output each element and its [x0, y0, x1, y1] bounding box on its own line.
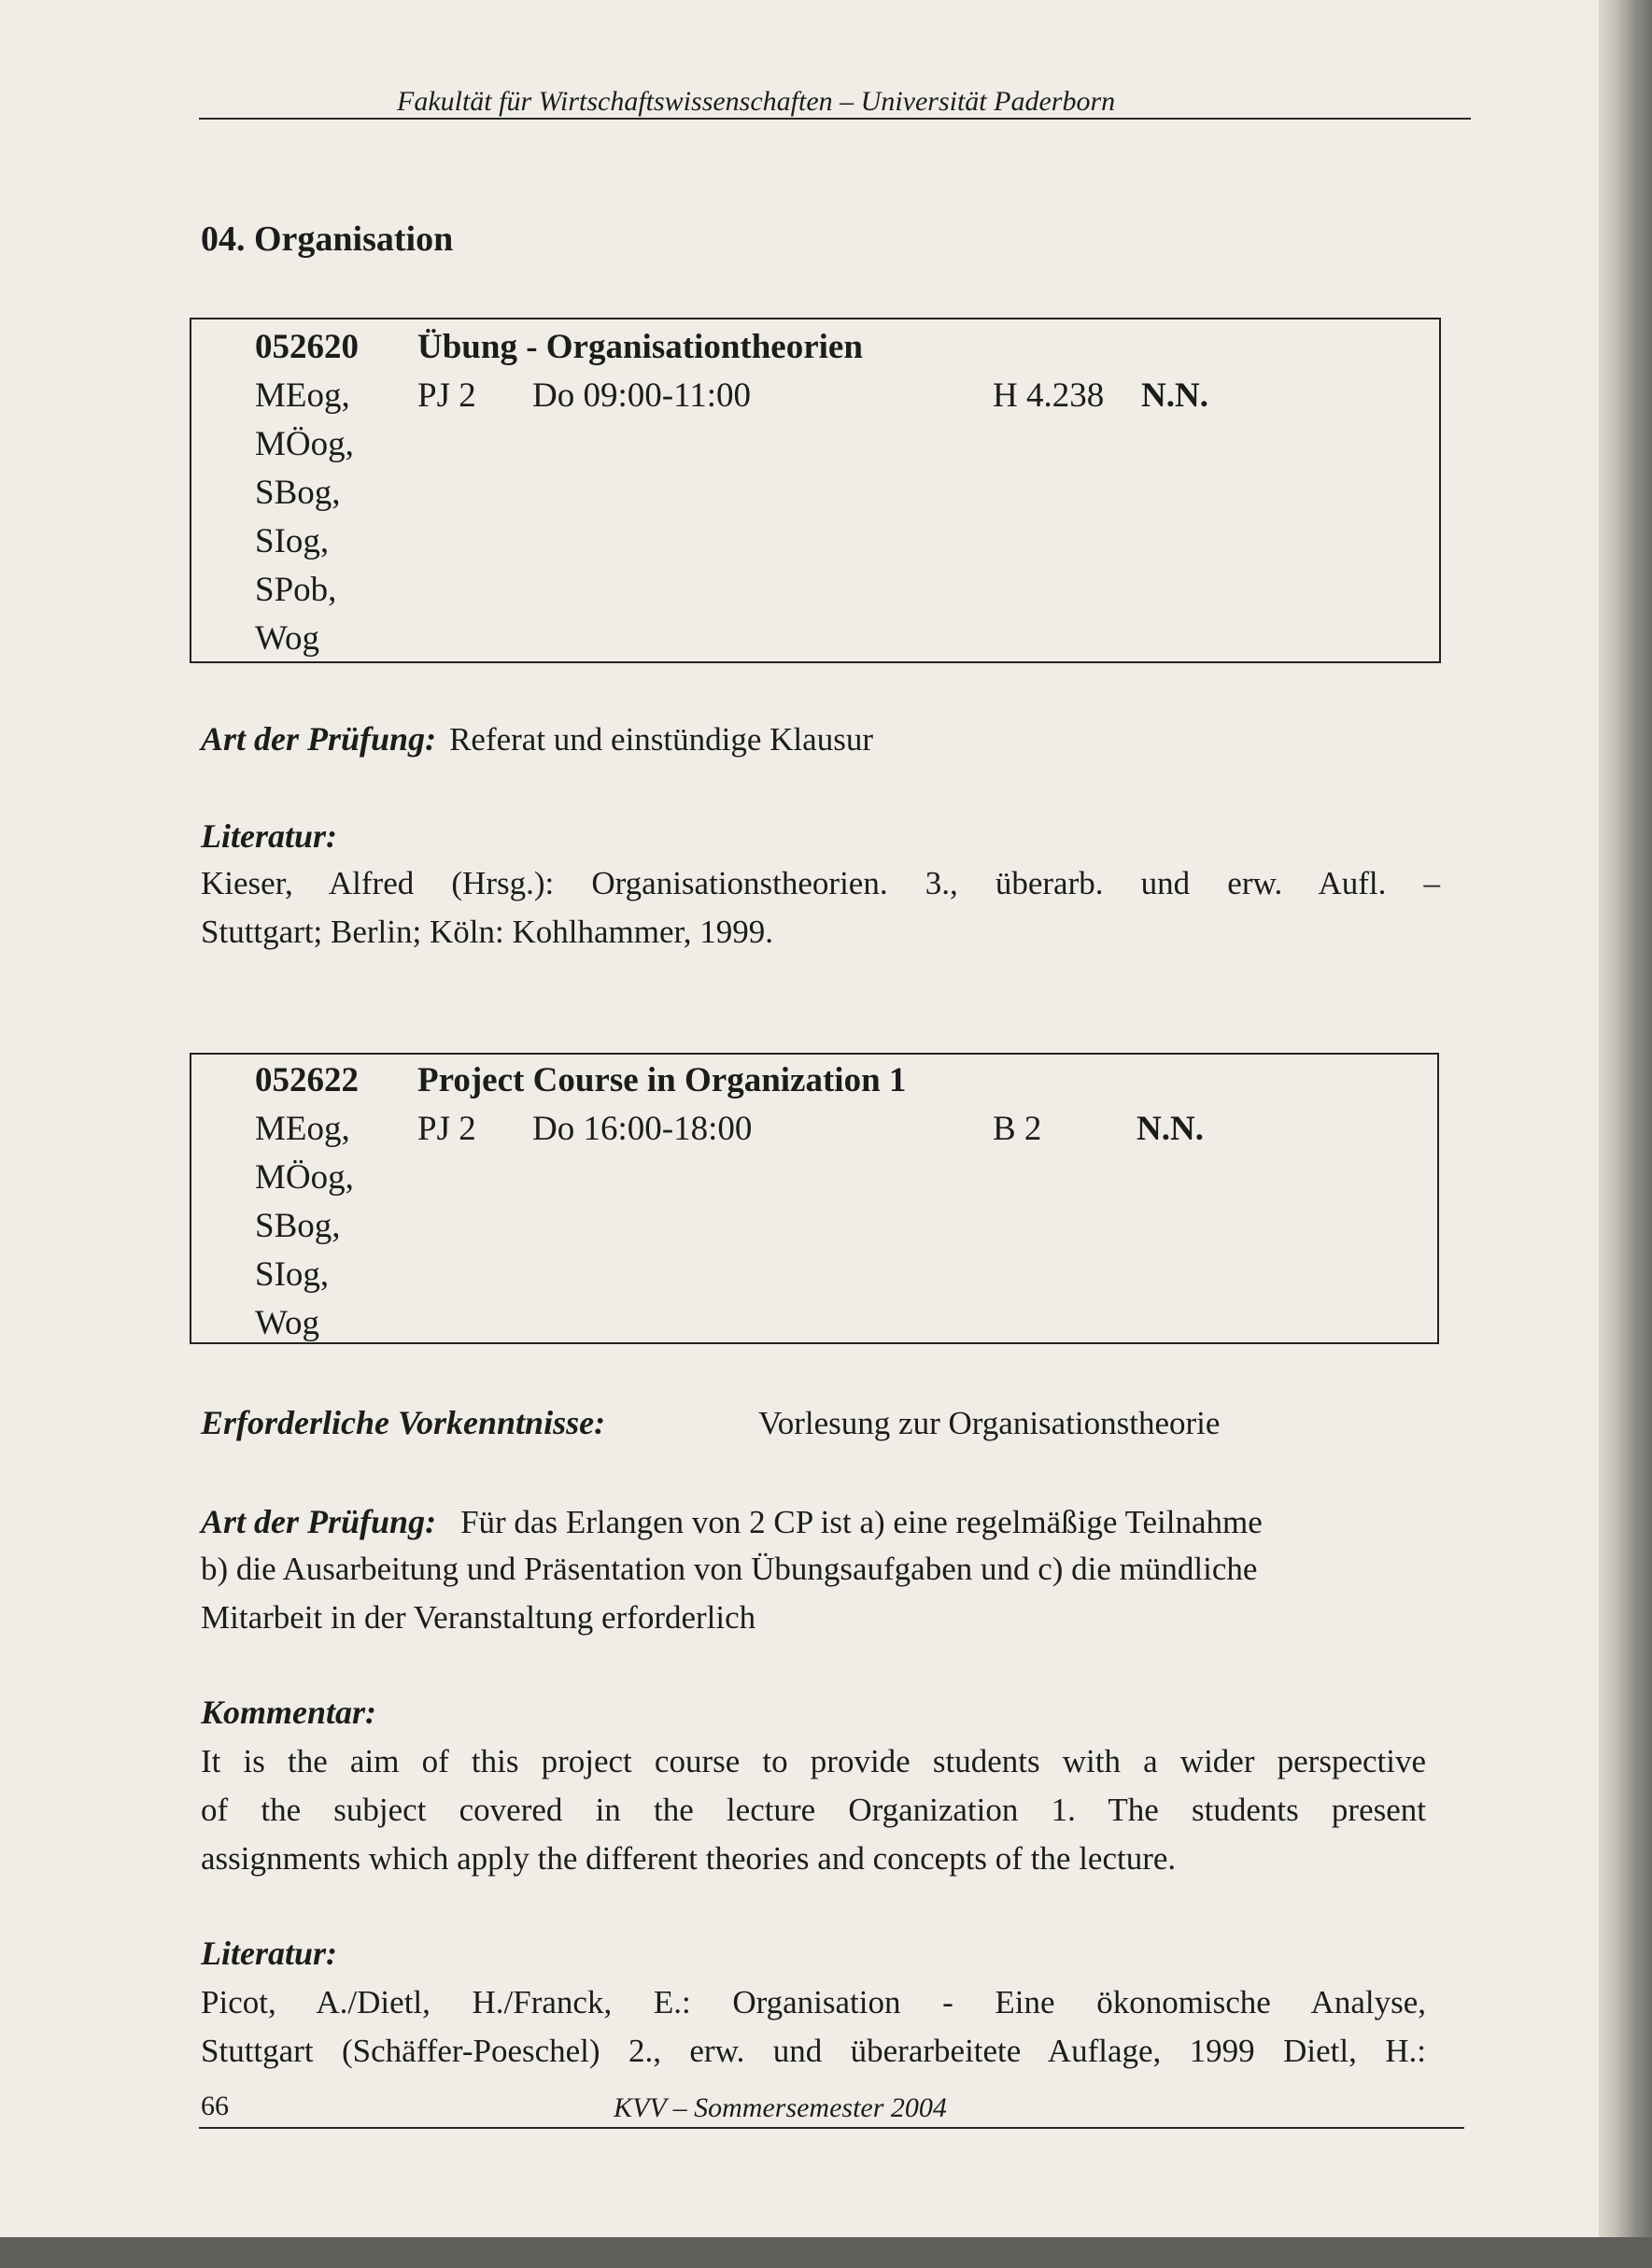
literature-line: Stuttgart (Schäffer-Poeschel) 2., erw. und überarbeitete Auflage, 1999 Dietl, H.:: [201, 2033, 1426, 2069]
course-type: PJ 2: [417, 376, 476, 415]
running-header: Fakultät für Wirtschaftswissenschaften – Universität Paderborn: [397, 86, 1116, 117]
comment-line: assignments which apply the different theories and concepts of the lecture.: [201, 1840, 1177, 1877]
footer-title: KVV – Sommersemester 2004: [614, 2092, 947, 2123]
prereq-text: Vorlesung zur Organisationstheorie: [758, 1405, 1221, 1441]
exam-row: [201, 1502, 1263, 1541]
course-code: 052622: [255, 1061, 359, 1099]
literature-line: Kieser, Alfred (Hrsg.): Organisationstheorien. 3., überarb. und erw. Aufl. –: [201, 865, 1440, 901]
literature-line: Picot, A./Dietl, H./Franck, E.: Organisation - Eine ökonomische Analyse,: [201, 1984, 1426, 2020]
exam-text: Mitarbeit in der Veranstaltung erforderlich: [201, 1599, 756, 1636]
course-program: Wog: [255, 1304, 319, 1342]
course-title: Project Course in Organization 1: [417, 1061, 907, 1099]
course-program: MEog,: [255, 376, 350, 415]
literature-label: Literatur:: [201, 1935, 338, 1972]
course-program: Wog: [255, 619, 319, 658]
course-time: Do 16:00-18:00: [532, 1110, 753, 1148]
course-time: Do 09:00-11:00: [532, 376, 751, 415]
comment-line: of the subject covered in the lecture Organization 1. The students present: [201, 1792, 1426, 1828]
course-room: B 2: [993, 1110, 1042, 1148]
course-program: SBog,: [255, 1207, 341, 1245]
section-title: 04. Organisation: [201, 220, 454, 259]
course-title: Übung - Organisationtheorien: [417, 328, 863, 366]
book-spine-edge: [1599, 0, 1652, 2268]
comment-label: Kommentar:: [201, 1694, 377, 1731]
footer-rule: [199, 2127, 1464, 2129]
exam-text: Für das Erlangen von 2 CP ist a) eine regelmäßige Teilnahme: [460, 1504, 1263, 1540]
course-program: MEog,: [255, 1110, 350, 1148]
exam-text: b) die Ausarbeitung und Präsentation von Übungsaufgaben und c) die mündliche: [201, 1551, 1258, 1587]
course-program: MÖog,: [255, 425, 354, 463]
course-program: SPob,: [255, 571, 337, 609]
prereq-label: Erforderliche Vorkenntnisse:: [201, 1404, 606, 1441]
exam-label: Art der Prüfung:: [201, 1503, 437, 1540]
exam-row: [201, 719, 873, 758]
page-number: 66: [201, 2091, 229, 2121]
header-rule: [199, 118, 1471, 120]
comment-line: It is the aim of this project course to provide students with a wider perspective: [201, 1743, 1426, 1779]
course-box-052620: [190, 318, 1441, 663]
course-type: PJ 2: [417, 1110, 476, 1148]
literature-line: Stuttgart; Berlin; Köln: Kohlhammer, 1999.: [201, 914, 773, 950]
course-lecturer: N.N.: [1141, 376, 1208, 415]
literature-label: Literatur:: [201, 817, 338, 855]
exam-label: Art der Prüfung:: [201, 720, 437, 758]
course-lecturer: N.N.: [1137, 1110, 1204, 1148]
exam-text: Referat und einstündige Klausur: [449, 721, 873, 758]
course-code: 052620: [255, 328, 359, 366]
course-program: MÖog,: [255, 1158, 354, 1197]
course-program: SIog,: [255, 522, 330, 560]
scan-bottom-edge: [0, 2237, 1652, 2268]
course-program: SBog,: [255, 474, 341, 512]
course-program: SIog,: [255, 1255, 330, 1294]
course-room: H 4.238: [993, 376, 1105, 415]
